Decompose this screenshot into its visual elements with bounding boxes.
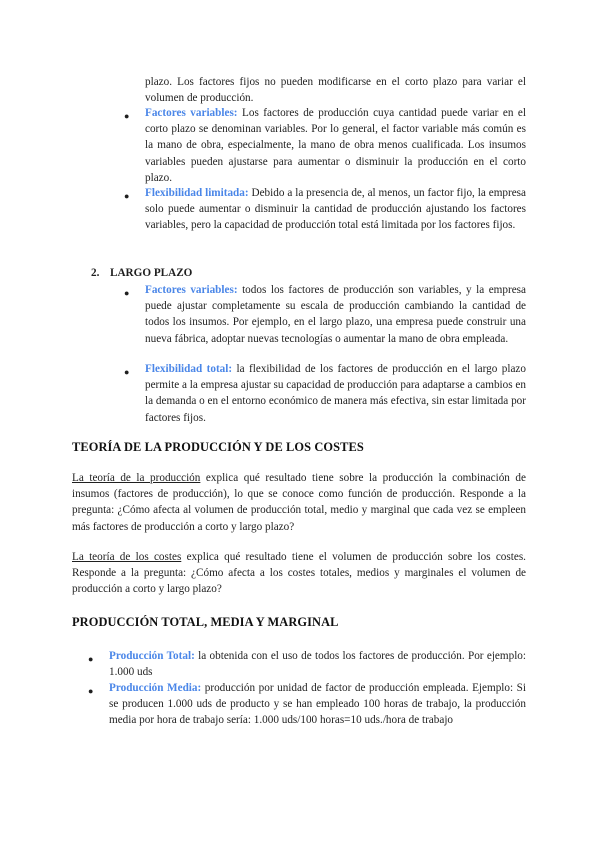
bullet-icon: ● [124, 288, 130, 298]
heading-teoria: TEORÍA DE LA PRODUCCIÓN Y DE LOS COSTES [72, 440, 364, 454]
bullet-icon: ● [88, 686, 94, 696]
section-number: 2. [91, 267, 100, 279]
list-item-factores-variables-largo [145, 282, 526, 347]
term-label: Producción Media: [109, 682, 202, 694]
paragraph-teoria-produccion [72, 470, 526, 535]
item-text: Debido a la presencia de, al menos, un factor fijo, la empresa solo puede aumentar o disminuir la cantidad de producción ajustando los factores variables, pero la capacidad de producción total está limitada por los factores fijos. [145, 187, 526, 232]
paragraph-text: explica qué resultado tiene el volumen de producción sobre los costes. Responde a la pregunta: ¿Cómo afecta a los costes totales, medios y marginales el volumen de producción a corto y largo plazo? [72, 551, 526, 596]
item-text: la obtenida con el uso de todos los factores de producción. Por ejemplo: 1.000 uds [109, 650, 527, 679]
list-item-factores-variables-corto [145, 105, 526, 186]
term-label: Factores variables: [145, 284, 238, 296]
list-item-produccion-media [109, 680, 526, 729]
item-text: producción por unidad de factor de producción empleada. Ejemplo: Si se producen 1.000 uds de producto y se han empleado 100 horas de trabajo, la producción media por hora de trabajo sería: 1.000 uds/100 horas=10 uds./hora de trabajo [109, 682, 526, 727]
item-text: todos los factores de producción son variables, y la empresa puede ajustar completamente su escala de producción cambiando la cantidad de todos los insumos. Por ejemplo, en el largo plazo, una empresa puede construir una nueva fábrica, adoptar nuevas tecnologías o aumentar la mano de obra empleada. [145, 284, 526, 345]
term-label: Flexibilidad limitada: [145, 187, 249, 199]
heading-produccion: PRODUCCIÓN TOTAL, MEDIA Y MARGINAL [72, 615, 339, 629]
underlined-term: La teoría de la producción [72, 472, 201, 484]
list-item-produccion-total [109, 648, 526, 680]
paragraph-text: explica qué resultado tiene sobre la producción la combinación de insumos (factores de producción), lo que se conoce como función de producción. Responde a la pregunta: ¿Cómo afecta al volumen de producción total, medio y marginal que cada vez se empleen más factores de producción a corto y largo plazo? [72, 472, 526, 533]
term-label: Flexibilidad total: [145, 363, 233, 375]
list-item-flexibilidad-limitada [145, 185, 526, 234]
bullet-icon: ● [124, 367, 130, 377]
term-label: Factores variables: [145, 107, 238, 119]
bullet-icon: ● [88, 654, 94, 664]
corto-plazo-continuation [145, 74, 526, 106]
bullet-icon: ● [124, 111, 130, 121]
item-text: la flexibilidad de los factores de producción en el largo plazo permite a la empresa ajustar su capacidad de producción para adaptarse a cambios en la demanda o en el entorno económico de manera más efectiva, sin estar limitada por factores fijos. [145, 363, 526, 424]
underlined-term: La teoría de los costes [72, 551, 182, 563]
paragraph-teoria-costes [72, 549, 526, 598]
item-text: Los factores de producción cuya cantidad puede variar en el corto plazo se denominan variables. Por lo general, el factor variable más común es la mano de obra, especialmente, la mano de obra menos cualificada. Los insumos variables pueden ajustarse para aumentar o disminuir la producción en el corto plazo. [145, 107, 527, 184]
section-title-largo-plazo: LARGO PLAZO [110, 267, 193, 279]
bullet-icon: ● [124, 191, 130, 201]
list-item-flexibilidad-total [145, 361, 526, 426]
term-label: Producción Total: [109, 650, 195, 662]
continuation-text: plazo. Los factores fijos no pueden modificarse en el corto plazo para variar el volumen de producción. [145, 76, 526, 105]
